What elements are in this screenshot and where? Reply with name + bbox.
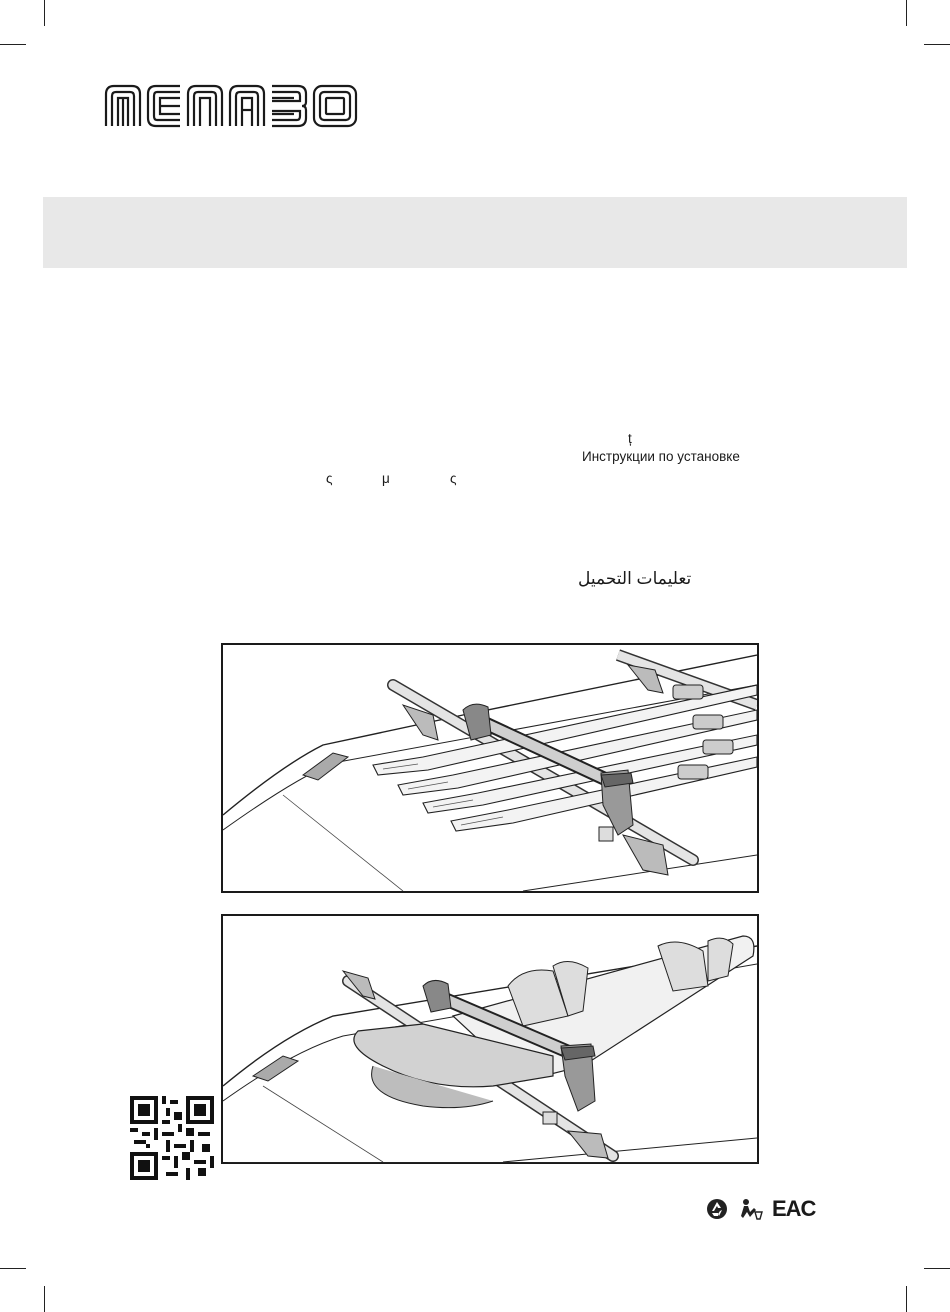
header-band xyxy=(43,197,907,268)
crop-mark xyxy=(0,1268,26,1269)
crop-mark xyxy=(924,44,950,45)
eac-mark: EAC xyxy=(772,1196,816,1221)
instruction-el-1: ς xyxy=(326,471,333,486)
crop-mark xyxy=(924,1268,950,1269)
menabo-logo xyxy=(104,84,358,128)
figure-ski-carrier xyxy=(221,643,759,893)
crop-mark xyxy=(44,0,45,26)
crop-mark xyxy=(906,1286,907,1312)
instruction-ro: ț xyxy=(628,431,632,446)
crop-mark xyxy=(0,44,26,45)
crop-mark xyxy=(906,0,907,26)
disposal-icon xyxy=(738,1198,764,1220)
instruction-ru: Инструкции по установке xyxy=(582,449,740,464)
figure-snowboard-carrier xyxy=(221,914,759,1164)
recycle-icon xyxy=(706,1198,728,1220)
instruction-el-2: μ xyxy=(382,471,390,486)
figure-rule xyxy=(228,1162,758,1163)
instruction-el-3: ς xyxy=(450,471,457,486)
qr-code xyxy=(130,1096,214,1180)
instruction-ar: تعليمات التحميل xyxy=(578,569,692,588)
crop-mark xyxy=(44,1286,45,1312)
